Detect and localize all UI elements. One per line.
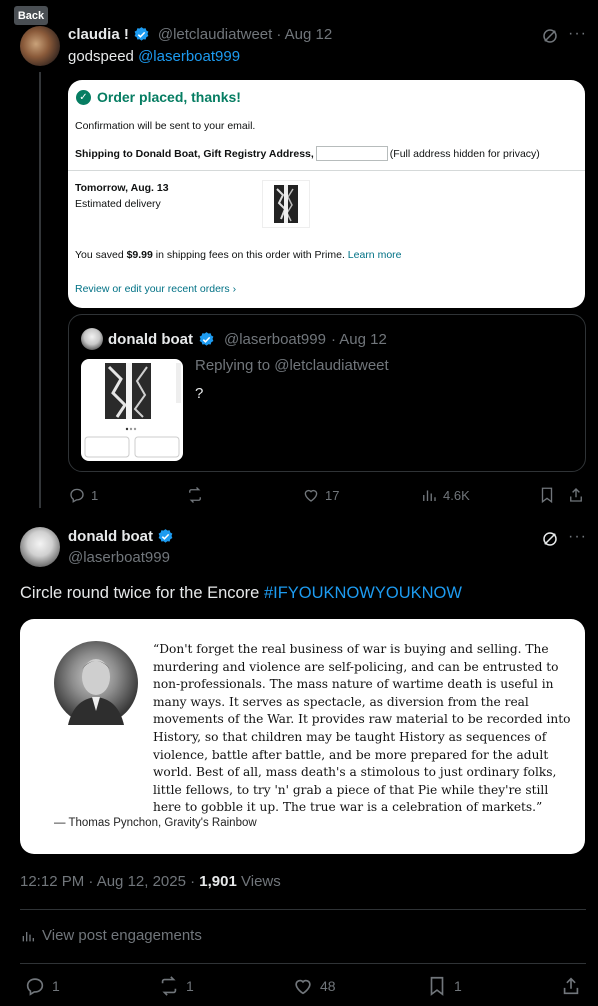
like-count: 17 [325, 487, 340, 503]
post-date[interactable]: · Aug 12 [276, 26, 333, 43]
repost-icon [186, 486, 204, 504]
quoted-display-name: donald boat [108, 330, 193, 348]
savings-suffix: in shipping fees on this order with Prime. [152, 249, 348, 261]
more-icon[interactable]: ··· [568, 25, 587, 42]
repost-count: 1 [186, 978, 194, 994]
engagements-label: View post engagements [42, 927, 202, 944]
repost-button[interactable] [186, 486, 209, 504]
views-button[interactable] [420, 486, 470, 504]
shipping-line [75, 146, 540, 161]
bookmark-icon [426, 975, 448, 997]
order-title [76, 89, 241, 105]
portrait-image [54, 641, 138, 725]
mention-link[interactable]: @laserboat999 [138, 48, 241, 65]
post-metadata [20, 873, 281, 890]
verified-badge-icon [157, 528, 174, 545]
reply-count: 1 [52, 978, 60, 994]
thread-line [39, 72, 41, 508]
divider [20, 963, 586, 964]
review-orders-link[interactable]: Review or edit your recent orders › [75, 283, 237, 295]
views-count: 4.6K [443, 487, 470, 503]
grok-icon[interactable] [541, 27, 559, 45]
quoted-handle: @laserboat999 [224, 330, 326, 348]
views-label: Views [236, 873, 281, 890]
divider [20, 909, 586, 910]
divider [68, 170, 585, 171]
back-button[interactable]: Back [14, 6, 48, 25]
views-icon [420, 486, 438, 504]
post-text [20, 584, 462, 603]
post-text-content: Circle round twice for the Encore [20, 584, 264, 602]
bookmark-button[interactable] [426, 975, 462, 997]
share-icon[interactable] [560, 975, 582, 997]
check-icon: ✓ [76, 90, 91, 105]
like-button[interactable] [302, 486, 339, 504]
quote-image[interactable] [20, 619, 585, 854]
post-actions [68, 485, 588, 505]
reply-button[interactable] [68, 486, 98, 504]
verified-badge-icon [133, 26, 150, 43]
post-header [68, 528, 174, 545]
avatar[interactable] [20, 527, 60, 567]
shipping-suffix: (Full address hidden for privacy) [389, 147, 540, 160]
engagements-icon [20, 928, 36, 944]
savings-line [75, 249, 402, 261]
handle[interactable]: @letclaudiatweet [157, 26, 273, 43]
reply-count: 1 [91, 487, 99, 503]
hashtag-link[interactable]: #IFYOUKNOWYOUKNOW [263, 584, 462, 602]
bookmark-icon[interactable] [538, 486, 556, 504]
author-portrait [54, 641, 138, 725]
handle[interactable]: @laserboat999 [68, 549, 170, 566]
verified-badge-icon [198, 331, 215, 348]
post-actions [20, 975, 586, 997]
quoted-media-thumbnail[interactable] [81, 359, 183, 461]
learn-more-link[interactable]: Learn more [347, 249, 402, 261]
order-title-text: Order placed, thanks! [97, 89, 241, 105]
confirmation-text: Confirmation will be sent to your email. [75, 120, 256, 132]
order-confirmation-image[interactable] [68, 80, 585, 308]
quoted-post[interactable] [68, 314, 586, 472]
avatar[interactable] [20, 26, 60, 66]
avatar [81, 328, 103, 350]
display-name[interactable]: claudia ! [68, 26, 129, 43]
grok-icon[interactable] [541, 530, 559, 548]
replying-to: Replying to @letclaudiatweet [195, 357, 389, 374]
more-icon[interactable]: ··· [568, 528, 587, 545]
post-text [68, 48, 240, 65]
like-icon [292, 975, 314, 997]
reply-button[interactable] [24, 975, 60, 997]
shipping-prefix: Shipping to Donald Boat, Gift Registry Address, [75, 147, 314, 160]
reply-icon [24, 975, 46, 997]
repost-icon [158, 975, 180, 997]
like-icon [302, 486, 320, 504]
bookmark-count: 1 [454, 978, 462, 994]
like-button[interactable] [292, 975, 336, 997]
post-text-content: godspeed [68, 48, 139, 65]
product-thumbnail [262, 180, 310, 228]
post-header [68, 26, 332, 43]
views-count: 1,901 [199, 873, 237, 890]
savings-amount: $9.99 [126, 249, 153, 261]
quoted-header [81, 328, 387, 350]
product-screenshot-image [81, 359, 183, 461]
view-engagements-link[interactable] [20, 927, 202, 944]
repost-button[interactable] [158, 975, 194, 997]
quoted-date: · Aug 12 [330, 330, 387, 348]
savings-prefix: You saved [75, 249, 127, 261]
reply-icon [68, 486, 86, 504]
redacted-address-box [316, 146, 388, 161]
quote-attribution: — Thomas Pynchon, Gravity's Rainbow [54, 817, 257, 829]
share-icon[interactable] [567, 486, 585, 504]
delivery-label: Estimated delivery [75, 198, 161, 210]
post-timestamp[interactable]: 12:12 PM · Aug 12, 2025 · [20, 873, 200, 890]
quoted-text: ? [195, 385, 204, 402]
delivery-day: Tomorrow, Aug. 13 [75, 182, 169, 194]
quote-body: “Don't forget the real business of war is buying and selling. The murdering and violence are self-policing, and can be entrusted to non-professionals. The mass nature of wartime death is useful in many ways. It serves as spectacle, as diversion from the real movements of the War. It provides raw material to be recorded into History, so that children may be taught History as sequences of violence, battle after battle, and be more prepared for the adult world. Best of all, mass death's a stimolous to just ordinary folks, little fellows, to try 'n' grab a piece of that Pie while they're still here to gobble it up. The true war is a celebration of markets.” [153, 642, 571, 815]
like-count: 48 [320, 978, 336, 994]
display-name[interactable]: donald boat [68, 528, 153, 545]
product-image [263, 181, 309, 227]
